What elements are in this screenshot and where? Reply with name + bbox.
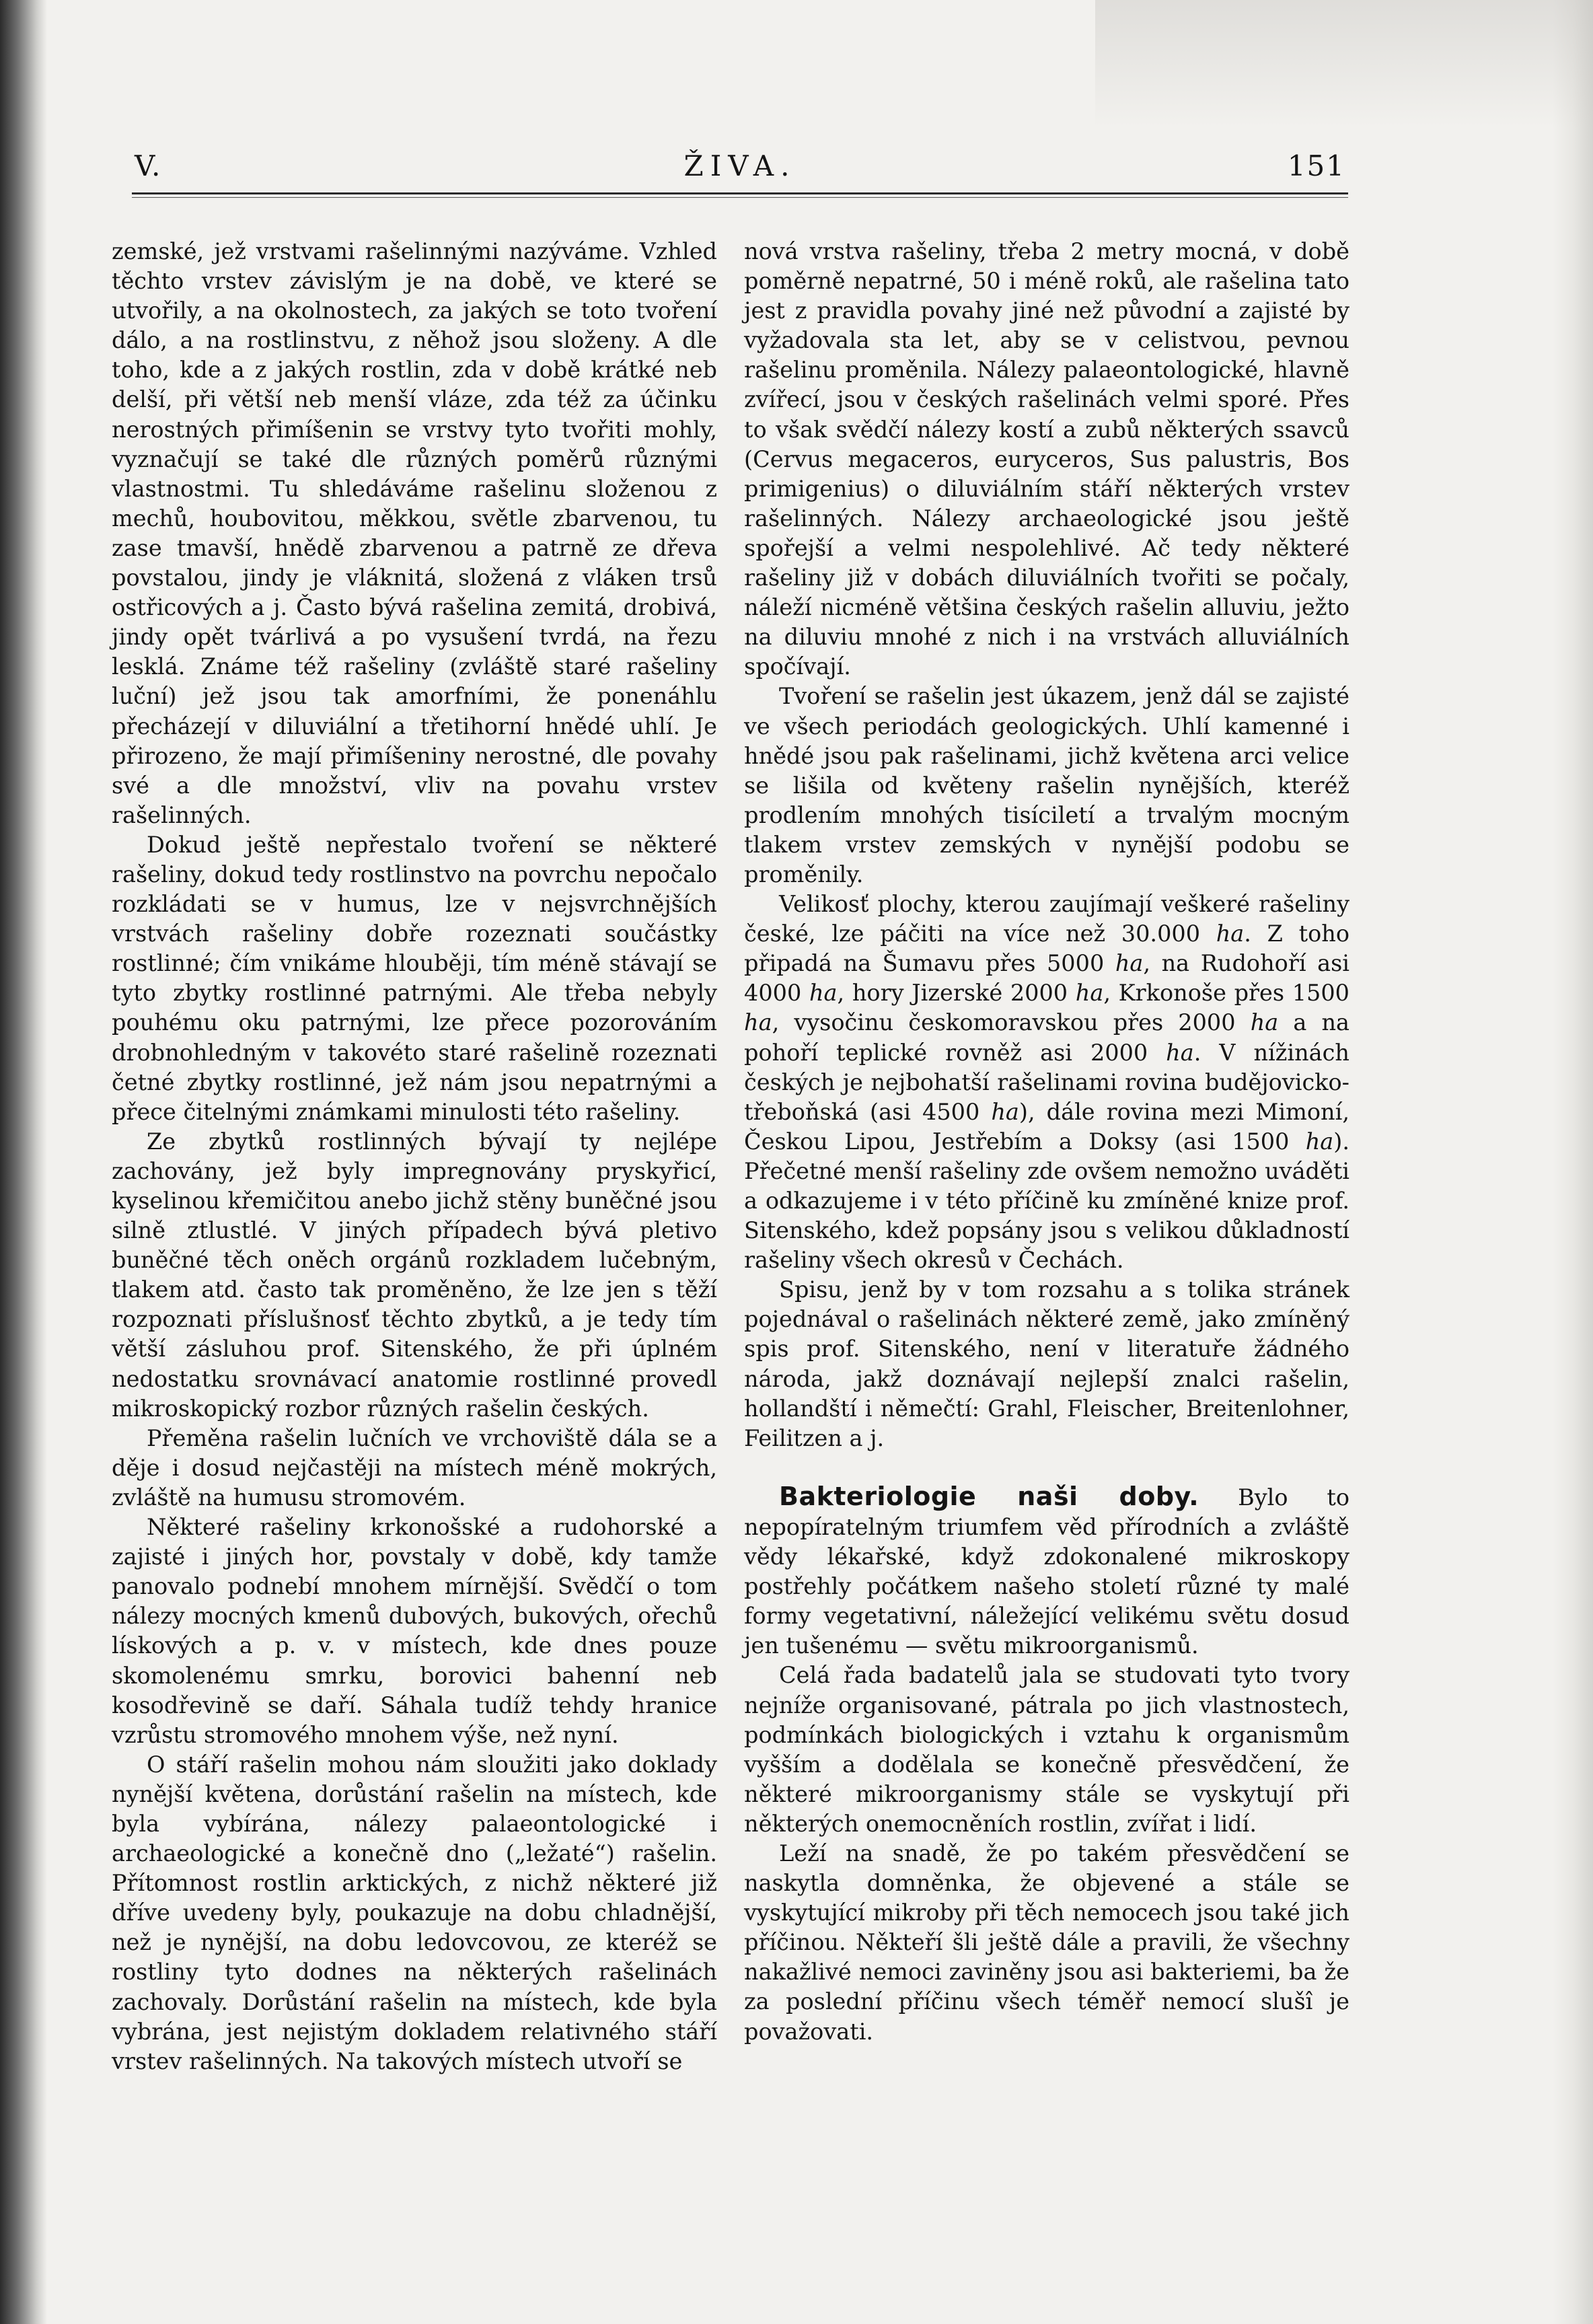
scan-right-edge [1553, 0, 1593, 2324]
section-heading: Bakteriologie naši doby. [779, 1481, 1199, 1511]
unit-ha: ha [1305, 1128, 1334, 1155]
volume-label: V. [135, 149, 162, 182]
header-rule [132, 192, 1348, 198]
right-column [744, 237, 1349, 2047]
paragraph: Některé rašeliny krkonošské a rudohorské a zajisté i jiných hor, povstaly v době, kdy tamže panovalo podnebí mnohem mírnější. Svědčí o tom nálezy mocných kmenů dubových, bukových, ořechů lískových a p. v. v místech, kde dnes pouze skomolenému smrku, borovici bahenní neb kosodřevině se daří. Sáhala tudíž tehdy hranice vzrůstu stromového mnohem výše, než nyní. [112, 1514, 717, 1748]
left-column [112, 237, 717, 2076]
unit-ha: ha [1075, 980, 1104, 1007]
journal-title: ŽIVA. [683, 149, 796, 182]
unit-ha: ha [991, 1098, 1019, 1125]
paragraph: Spisu, jenž by v tom rozsahu a s tolika stránek pojednával o rašelinách některé země, jako zmíněný spis prof. Sitenského, není v literatuře žádného národa, jakž doznávají nejlepší znalci rašelin, hollandští i němečtí: Grahl, Fleischer, Breitenlohner, Feilitzen a j. [744, 1276, 1349, 1451]
paragraph: zemské, jež vrstvami rašelinnými nazýváme. Vzhled těchto vrstev závislým je na době, ve které se utvořily, a na okolnostech, za jakých se toto tvoření dálo, a na rostlinstvu, z něhož jsou složeny. A dle toho, kde a z jakých rostlin, zda v době krátké neb delší, při větší neb menší vláze, zda též za účinku nerostných přimíšenin se vrstvy tyto tvořiti mohly, vyznačují se také dle různých poměrů různými vlastnostmi. Tu shledáváme rašelinu složenou z mechů, houbovitou, měkkou, světle zbarvenou, tu zase tmavší, hnědě zbarvenou a patrně ze dřeva povstalou, jindy je vláknitá, složená z vláken trsů ostřicových a j. Často bývá rašelina zemitá, drobivá, jindy opět tvárlivá a po vysušení tvrdá, na řezu lesklá. Známe též rašeliny (zvláště staré rašeliny luční) jež jsou tak amorfními, že ponenáhlu přecházejí v diluviální a třetihorní hnědé uhlí. Je přirozeno, že mají přimíšeniny nerostné, dle povahy své a dle množství, vliv na povahu vrstev rašelinných. [112, 238, 717, 828]
unit-ha: ha [1115, 950, 1144, 977]
section-intro: Bylo to nepopíratelným triumfem věd přírodních a zvláště vědy lékařské, když zdokonalené mikroskopy postřehly počátkem našeho století různé ty malé formy vegetativní, náležející velikému světu dosud jen tušenému — světu mikroorganismů. [744, 1484, 1350, 1659]
unit-ha: ha [1166, 1039, 1194, 1066]
paragraph-peat-area: Velikosť plochy, kterou zaujímají veškeré rašeliny české, lze páčiti na více než 30.000 ha. Z toho připadá na Šumavu přes 5000 ha, na Rudohoří asi 4000 ha, hory Jizerské 2000 ha, Krkonoše přes 1500 ha, vysočinu českomoravskou přes 2000 ha a na pohoří teplické rovněž asi 2000 ha. V nížinách českých je nejbohatší rašelinami rovina budějovicko-třeboňská (asi 4500 ha), dále rovina mezi Mimoní, Českou Lipou, Jestřebím a Doksy (asi 1500 ha). Přečetné menší rašeliny zde ovšem nemožno uváděti a odkazujeme i v této příčině ku zmíněné knize prof. Sitenského, kdež popsány jsou s velikou důkladností rašeliny všech okresů v Čechách. [744, 891, 1350, 1274]
scan-left-edge [0, 0, 47, 2324]
paragraph: O stáří rašelin mohou nám sloužiti jako doklady nynější květena, dorůstání rašelin na místech, kde byla vybírána, nálezy palaeontologické i archaeologické a konečně dno („ležaté“) rašelin. Přítomnost rostlin arktických, z nichž některé již dříve uvedeny byly, poukazuje na dobu chladnější, než je nynější, na dobu ledovcovou, ze kteréž se rostliny tyto dodnes na některých rašelinách zachovaly. Dorůstání rašelin na místech, kde byla vybrána, jest nejistým dokladem relativného stáří vrstev rašelinných. Na takových místech utvoří se [112, 1751, 717, 2074]
scan-top-shadow [1095, 0, 1593, 128]
paragraph: Ze zbytků rostlinných bývají ty nejlépe zachovány, jež byly impregnovány pryskyřicí, kyselinou křemičitou anebo jichž stěny buněčné jsou silně ztlustlé. V jiných případech bývá pletivo buněčné těch oněch orgánů rozkladem lučebným, tlakem atd. často tak proměněno, že lze jen s těží rozpoznati příslušnosť těchto zbytků, a je tedy tím větší zásluhou prof. Sitenského, že při úplném nedostatku srovnávací anatomie rostlinné provedl mikroskopický rozbor různých rašelin českých. [112, 1128, 717, 1422]
section-gap [744, 1453, 1349, 1482]
paragraph: Dokud ještě nepřestalo tvoření se některé rašeliny, dokud tedy rostlinstvo na povrchu nepočalo rozkládati se v humus, lze v nejsvrchnějších vrstvách rašeliny dobře rozeznati součástky rostlinné; čím vnikáme hlouběji, tím méně stávají se tyto zbytky rostlinné patrnými. Ale třeba nebyly pouhému oku patrnými, lze přece pozorováním drobnohledným v takovéto staré rašelině rozeznati četné zbytky rostlinné, jež nám jsou nepatrnými a přece čitelnými známkami minulosti této rašeliny. [112, 831, 717, 1125]
unit-ha: ha [1216, 920, 1245, 947]
unit-ha: ha [744, 1009, 772, 1036]
paragraph: Celá řada badatelů jala se studovati tyto tvory nejníže organisované, pátrala po jich vlastnostech, podmínkách biologických i vztahu k organismům vyšším a dodělala se konečně přesvědčení, že některé mikroorganismy stále se vyskytují při některých onemocněních rostlin, zvířat i lidí. [744, 1662, 1349, 1837]
paragraph: Přeměna rašelin lučních ve vrchoviště dála se a děje i dosud nejčastěji na místech méně mokrých, zvláště na humusu stromovém. [112, 1424, 717, 1511]
running-header [132, 143, 1348, 190]
paragraph: Tvoření se rašelin jest úkazem, jenž dál se zajisté ve všech periodách geologických. Uhlí kamenné i hnědé jsou pak rašelinami, jichž květena arci velice se lišila od květeny rašelin nynějších, kteréž prodlením mnohých tisíciletí a trvalým mocným tlakem vrstev zemských v nynější podobu se proměnily. [744, 683, 1349, 887]
page-number: 151 [1287, 149, 1345, 182]
unit-ha: ha [1250, 1009, 1279, 1036]
section-bakteriologie [744, 1482, 1349, 1661]
paragraph: Leží na snadě, že po takém přesvědčení se naskytla domněnka, že objevené a stále se vyskytující mikroby při těch nemocech jsou také jich příčinou. Někteří šli ještě dále a pravili, že všechny nakažlivé nemoci zaviněny jsou asi bakteriemi, ba že za poslední příčinu všech téměř nemocí slušî je považovati. [744, 1840, 1349, 2045]
paragraph: nová vrstva rašeliny, třeba 2 metry mocná, v době poměrně nepatrné, 50 i méně roků, ale rašelina tato jest z pravidla povahy jiné než původní a zajisté by vyžadovala sta let, aby se v celistvou, pevnou rašelinu proměnila. Nálezy palaeontologické, hlavně zvířecí, jsou v českých rašelinách velmi sporé. Přes to však svědčí nálezy kostí a zubů některých ssavců (Cervus megaceros, euryceros, Sus palustris, Bos primigenius) o diluviálním stáří některých vrstev rašelinných. Nálezy archaeologické jsou ještě spořejší a velmi nespolehlivé. Ač tedy některé rašeliny již v dobách diluviálních tvořiti se počaly, náleží nicméně většina českých rašelin alluviu, ježto na diluviu mnohé z nich i na vrstvách alluviálních spočívají. [744, 238, 1349, 680]
unit-ha: ha [809, 980, 838, 1007]
